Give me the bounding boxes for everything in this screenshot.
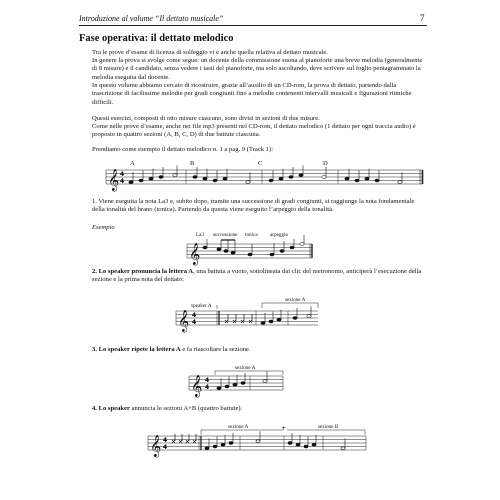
annotation-arpeggio: arpeggio bbox=[270, 232, 289, 238]
paragraph-5: Come nelle prove d’esame, anche nei file mp3 presenti nel CD-rom, il dettato melodico (1 dettato per ogni traccia audio) è proposto in quattro sezioni (A, B, C, D) di due battute ciascuna. bbox=[92, 123, 416, 139]
annotation-la3: La3 bbox=[196, 232, 205, 238]
section-letter-a: A bbox=[130, 160, 135, 167]
page-number: 7 bbox=[420, 13, 425, 23]
step-2-bold: 2. Lo speaker pronuncia la lettera A bbox=[92, 268, 194, 275]
staff-speaker-a bbox=[176, 297, 318, 333]
step-3-rest: e fa riascoltare la sezione. bbox=[180, 346, 251, 353]
step-3-bold: 3. Lo speaker ripete la lettera A bbox=[92, 346, 181, 353]
svg-text:4: 4 bbox=[163, 437, 168, 444]
treble-clef-icon: 𝄞 bbox=[191, 375, 203, 397]
example-label: Esempio bbox=[92, 224, 115, 231]
svg-text:4: 4 bbox=[192, 319, 197, 326]
section-title: Fase operativa: il dettato melodico bbox=[79, 33, 234, 44]
section-letter-b: B bbox=[190, 160, 195, 167]
svg-text:+: + bbox=[281, 425, 287, 432]
section-letter-d: D bbox=[323, 160, 328, 167]
step-4-rest: annuncia le sezioni A+B (quattro battute). bbox=[129, 405, 243, 412]
label-sezione-a-ab: sezione A bbox=[228, 424, 249, 430]
staff-sections-ab bbox=[148, 424, 366, 458]
staff-melody bbox=[106, 160, 423, 192]
svg-text:4: 4 bbox=[163, 444, 168, 451]
section-letter-c: C bbox=[258, 160, 263, 167]
svg-text:4: 4 bbox=[120, 178, 125, 185]
staff-repeat-a bbox=[189, 365, 283, 398]
running-header: Introduzione al volume “Il dettato musicale” bbox=[79, 14, 224, 23]
paragraph-4: Questi esercizi, composti di otto misure ciascuno, sono divisi in sezioni di due misure. bbox=[92, 115, 320, 122]
annotation-successione: successione bbox=[213, 232, 238, 238]
step-1-text: 1. Viene eseguita la nota La3 e, subito dopo, tramite una successione di gradi congiunti, si raggiunge la nota fondamentale della tonalità del brano (tonica). Partendo da questa viene eseguito l’arpeggio della tonalità. bbox=[92, 198, 415, 214]
step-2-rest: , una battuta a vuoto, sottolineata dai clic del metronomo, anticiperà l’esecuzione della sezione e la prima nota del dettato: bbox=[92, 268, 422, 284]
staff-example bbox=[187, 232, 312, 266]
label-sezione-a: sezione A bbox=[285, 297, 306, 303]
label-sezione-b-ab: sezione B bbox=[318, 424, 339, 430]
treble-clef-icon: 𝄞 bbox=[150, 435, 162, 457]
step-4-bold: 4. Lo speaker bbox=[92, 405, 130, 412]
paragraph-2: In genere la prova si svolge come segue: un docente della commissione suona al pianoforte una breve melodia (generalmente di 8 misure) e il candidato, senza vedere i tasti del pianoforte, ma solo ascoltando, deve scrivere sul foglio pentagrammato la melodia eseguita dal docente. bbox=[92, 57, 423, 81]
svg-text:4: 4 bbox=[192, 312, 197, 319]
label-speaker-a: speaker A bbox=[191, 303, 212, 309]
treble-clef-icon: 𝄞 bbox=[108, 169, 120, 191]
treble-clef-icon: 𝄞 bbox=[189, 243, 201, 265]
svg-text:4: 4 bbox=[205, 384, 210, 391]
paragraph-1: Tra le prove d’esame di licenza di solfeggio vi è anche quella relativa al dettato musicale. bbox=[92, 49, 328, 56]
svg-text:4: 4 bbox=[205, 377, 210, 384]
svg-text:4: 4 bbox=[120, 171, 125, 178]
annotation-tonica: tonica bbox=[245, 232, 258, 238]
paragraph-3: In questo volume abbiamo cercato di ricostruire, grazie all’ausilio di un CD-rom, la prova di dettato, partendo dalla trascrizione di facilissime melodie per gradi congiunti fino a melodie contenenti intervalli musicali e figurazioni ritmiche difficili. bbox=[92, 82, 412, 106]
label-sezione-a-repeat: sezione A bbox=[235, 365, 256, 371]
paragraph-6: Prendiamo come esempio il dettato melodico n. 1 a pag. 9 (Track 1): bbox=[92, 146, 274, 153]
treble-clef-icon: 𝄞 bbox=[178, 310, 190, 332]
